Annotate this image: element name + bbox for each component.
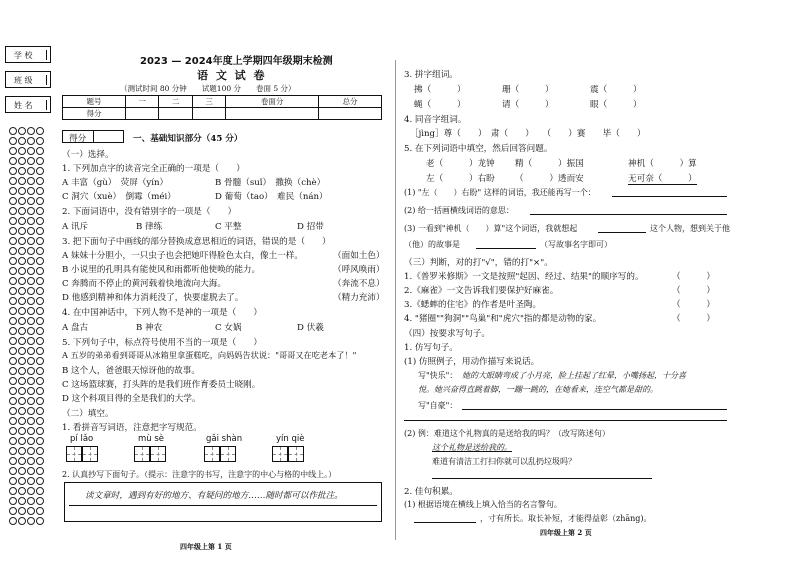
binding-hole bbox=[9, 377, 17, 385]
binding-hole bbox=[9, 197, 17, 205]
binding-hole bbox=[18, 457, 26, 465]
binding-hole bbox=[36, 247, 44, 255]
binding-hole bbox=[27, 227, 35, 235]
binding-hole bbox=[36, 227, 44, 235]
binding-hole bbox=[9, 177, 17, 185]
example-text-2: 悦。她兴奋得直跳着脚，一蹦一跳的，在她看来，连空气都是甜的。 bbox=[418, 385, 658, 394]
r3-item: 拂（ ） bbox=[414, 85, 466, 95]
score-header: 题号 bbox=[63, 96, 126, 108]
binding-hole bbox=[27, 247, 35, 255]
quote-section: 2. 佳句积累。 bbox=[404, 487, 458, 497]
binding-hole bbox=[27, 437, 35, 445]
r5-sub-3b: 这个人物，想到关于他 bbox=[650, 224, 730, 233]
writing-grid-cell[interactable] bbox=[82, 446, 98, 462]
subsection-fill: （二）填空。 bbox=[62, 409, 114, 419]
binding-hole bbox=[36, 367, 44, 375]
binding-hole bbox=[9, 257, 17, 265]
q3-a-answer: （面如土色） bbox=[333, 251, 385, 261]
pinyin-2: mù sè bbox=[138, 434, 165, 444]
binding-hole bbox=[18, 477, 26, 485]
judge-3: 3.《蟋蟀的住宅》的作者是叶圣陶。 bbox=[404, 300, 542, 310]
binding-hole bbox=[36, 207, 44, 215]
defen-label: 得分 bbox=[69, 134, 87, 144]
binding-hole bbox=[36, 517, 44, 525]
score-cell[interactable] bbox=[226, 108, 319, 120]
score-header: 总分 bbox=[318, 96, 381, 108]
score-cell[interactable] bbox=[159, 108, 192, 120]
q4-option-b: B 神农 bbox=[136, 323, 163, 333]
judge-2: 2.《麻雀》一文告诉我们要保护好麻雀。 bbox=[404, 286, 559, 296]
binding-hole bbox=[9, 387, 17, 395]
binding-hole bbox=[18, 497, 26, 505]
binding-hole bbox=[9, 507, 17, 515]
binding-hole bbox=[36, 177, 44, 185]
score-header: 一 bbox=[126, 96, 159, 108]
binding-hole bbox=[27, 357, 35, 365]
binding-hole bbox=[27, 487, 35, 495]
binding-hole bbox=[36, 317, 44, 325]
writing-grid-cell[interactable] bbox=[66, 446, 82, 462]
binding-hole bbox=[9, 427, 17, 435]
binding-hole bbox=[27, 147, 35, 155]
binding-hole bbox=[27, 367, 35, 375]
q2-option-d: D 招带 bbox=[297, 222, 324, 232]
rewrite-2: (2) 例：难道这个礼物真的是送给我的吗？（改写陈述句） bbox=[404, 429, 610, 438]
binding-hole bbox=[18, 147, 26, 155]
binding-hole bbox=[36, 507, 44, 515]
page-footer-left: 四年级上第 1 页 bbox=[180, 542, 232, 551]
pinyin-1: pí lǎo bbox=[70, 434, 94, 444]
q5-option-b: B 这个人，爸爸眼天惊讶他的故事。 bbox=[62, 366, 200, 376]
binding-hole bbox=[18, 337, 26, 345]
answer-line[interactable] bbox=[612, 196, 727, 197]
binding-hole bbox=[36, 157, 44, 165]
score-cell[interactable] bbox=[318, 108, 381, 120]
r5-word: 老（ ）龙钟 bbox=[426, 159, 495, 169]
question-1: 1. 下列加点字的读音完全正确的一项是（ ） bbox=[62, 164, 245, 174]
binding-hole bbox=[18, 277, 26, 285]
r5-word: （ ）透而安 bbox=[515, 174, 584, 184]
section-4-title: （四）按要求写句子。 bbox=[404, 329, 490, 339]
binding-hole bbox=[18, 267, 26, 275]
binding-hole bbox=[27, 267, 35, 275]
binding-hole bbox=[36, 127, 44, 135]
binding-hole bbox=[36, 337, 44, 345]
r5-word: 神机（ ）算 bbox=[628, 159, 697, 169]
binding-hole bbox=[9, 477, 17, 485]
binding-hole bbox=[36, 387, 44, 395]
q3-option-c: C 奔腾而不停止的黄河载着快地流向大海。 bbox=[62, 279, 226, 289]
r3-item: 蝇（ ） bbox=[414, 100, 466, 110]
judge-3-paren[interactable]: （ ） bbox=[672, 300, 715, 310]
binding-hole bbox=[18, 317, 26, 325]
copy-source-text: 读文章时，遇到有好的地方、有疑问的地方……随时都可以作批注。 bbox=[85, 491, 343, 501]
exam-subject: 语 文 试 卷 bbox=[197, 69, 267, 82]
q1-option-d: D 葡萄（tao） 难民（nán） bbox=[215, 192, 328, 202]
binding-hole bbox=[18, 427, 26, 435]
q3-option-b: B 小说里的孔明具有能使风和雨都听他使唤的能力。 bbox=[62, 265, 261, 275]
r-question-4: 4. 同音字组词。 bbox=[404, 115, 467, 125]
binding-hole bbox=[36, 477, 44, 485]
q1-option-b: B 骨髓（suǐ） 撒换（chè） bbox=[215, 178, 326, 188]
binding-hole bbox=[18, 487, 26, 495]
binding-hole bbox=[18, 187, 26, 195]
binding-hole bbox=[36, 427, 44, 435]
q3-option-d: D 他感到精神和体力消耗没了，快要虚脱去了。 bbox=[62, 293, 244, 303]
binding-hole bbox=[9, 167, 17, 175]
binding-hole bbox=[36, 197, 44, 205]
binding-hole bbox=[36, 347, 44, 355]
binding-hole bbox=[27, 217, 35, 225]
binding-hole bbox=[27, 307, 35, 315]
binding-hole bbox=[9, 217, 17, 225]
score-cell[interactable] bbox=[126, 108, 159, 120]
binding-hole bbox=[18, 507, 26, 515]
binding-hole bbox=[36, 447, 44, 455]
binding-hole bbox=[36, 417, 44, 425]
binding-hole bbox=[36, 397, 44, 405]
writing-grid-cell[interactable] bbox=[288, 446, 304, 462]
writing-grid-cell[interactable] bbox=[220, 446, 236, 462]
binding-hole bbox=[27, 347, 35, 355]
binding-hole bbox=[9, 277, 17, 285]
binding-hole bbox=[36, 287, 44, 295]
binding-hole bbox=[27, 257, 35, 265]
binding-hole bbox=[18, 247, 26, 255]
judge-2-paren[interactable]: （ ） bbox=[672, 286, 715, 296]
r5-sub-3a: (3) 一看到"神机（ ）算"这个词语，我就想起 bbox=[404, 224, 578, 233]
q5-option-a: A 五岁的弟弟看到哥哥从冰箱里拿蛋糕吃，向妈妈告状说："哥哥又在吃老本了！" bbox=[62, 350, 357, 360]
score-header: 三 bbox=[192, 96, 225, 108]
q1-option-a: A 丰富（gù） 荧屏（yín） bbox=[62, 178, 169, 188]
score-cell[interactable] bbox=[192, 108, 225, 120]
question-2: 2. 下面词语中，没有错别字的一项是（ ） bbox=[62, 207, 237, 217]
binding-hole bbox=[18, 227, 26, 235]
binding-hole bbox=[9, 327, 17, 335]
binding-hole bbox=[9, 357, 17, 365]
binding-hole bbox=[18, 177, 26, 185]
rewrite-2-question: 难道有清洁工打扫你就可以乱扔垃圾吗？ bbox=[432, 457, 576, 466]
r5-word: 左（ ）右盼 bbox=[426, 174, 495, 184]
binding-hole bbox=[27, 377, 35, 385]
q2-option-c: C 平整 bbox=[215, 222, 242, 232]
writing-grid-cell[interactable] bbox=[134, 446, 150, 462]
binding-hole bbox=[27, 427, 35, 435]
binding-hole bbox=[36, 147, 44, 155]
binding-hole bbox=[9, 287, 17, 295]
q2-option-a: A 讯斥 bbox=[62, 222, 89, 232]
binding-hole bbox=[27, 137, 35, 145]
binding-hole bbox=[27, 477, 35, 485]
binding-hole bbox=[27, 237, 35, 245]
r5-sub-3d: （写故事名字即可） bbox=[540, 240, 612, 249]
q1-option-c: C 洞穴（xuè） 倒霉（méi） bbox=[62, 192, 176, 202]
binding-hole bbox=[27, 507, 35, 515]
q3-b-answer: （呼风唤雨） bbox=[333, 265, 385, 275]
binding-hole bbox=[27, 337, 35, 345]
binding-hole bbox=[36, 327, 44, 335]
binding-hole bbox=[18, 407, 26, 415]
question-4: 4. 在中国神话中，下列人物不是神的一项是（ ） bbox=[62, 308, 262, 318]
binding-hole bbox=[36, 487, 44, 495]
self-write-lead: 写"自豪"： bbox=[418, 401, 458, 410]
binding-hole bbox=[27, 317, 35, 325]
binding-hole bbox=[18, 157, 26, 165]
section1-title: 一、基础知识部分（45 分） bbox=[133, 134, 243, 144]
score-header: 二 bbox=[159, 96, 192, 108]
school-label: 学 校 bbox=[14, 51, 33, 60]
copy-box[interactable] bbox=[64, 482, 382, 522]
binding-hole bbox=[36, 407, 44, 415]
binding-hole bbox=[9, 337, 17, 345]
binding-hole bbox=[18, 207, 26, 215]
binding-hole bbox=[36, 307, 44, 315]
binding-hole bbox=[9, 297, 17, 305]
binding-hole bbox=[9, 407, 17, 415]
judge-4-paren[interactable]: （ ） bbox=[672, 314, 715, 324]
binding-hole bbox=[9, 267, 17, 275]
binding-hole bbox=[27, 467, 35, 475]
answer-line[interactable] bbox=[414, 522, 476, 523]
binding-hole bbox=[36, 217, 44, 225]
binding-hole bbox=[27, 297, 35, 305]
example-lead: 写"快乐"： bbox=[418, 371, 458, 380]
binding-hole bbox=[18, 217, 26, 225]
exam-info: （测试时间 80 分钟 试题100 分 卷面 5 分） bbox=[120, 84, 296, 93]
binding-hole bbox=[9, 487, 17, 495]
binding-hole bbox=[9, 127, 17, 135]
example-text-1: 她的大眼睛弯成了小月亮，脸上挂起了红晕，小嘴扬起，十分喜 bbox=[462, 371, 686, 380]
writing-grid-cell[interactable] bbox=[150, 446, 166, 462]
page-footer-right: 四年级上第 2 页 bbox=[540, 528, 592, 537]
q4-option-d: D 伏羲 bbox=[297, 323, 324, 333]
subsection-choice: （一）选择。 bbox=[62, 150, 114, 160]
score-table bbox=[62, 95, 382, 120]
fill-question-1: 1. 看拼音写词语，注意把字写规范。 bbox=[62, 423, 202, 433]
binding-hole bbox=[9, 247, 17, 255]
judge-4: 4. "猪圈""狗洞""鸟巢"和"虎穴"指的都是动物的家。 bbox=[404, 314, 602, 324]
r5-sub-1: (1) "左（ ）右盼" 这样的词语，我还能再写一个： bbox=[404, 188, 596, 197]
binding-hole bbox=[27, 517, 35, 525]
r3-item: 震（ ） bbox=[590, 85, 642, 95]
r-question-5: 5. 在下列词语中填空，然后回答问题。 bbox=[404, 144, 553, 154]
binding-hole bbox=[18, 287, 26, 295]
binding-hole bbox=[36, 377, 44, 385]
binding-hole bbox=[27, 157, 35, 165]
binding-hole bbox=[36, 437, 44, 445]
binding-hole bbox=[36, 267, 44, 275]
r5-word: 精（ ）振国 bbox=[515, 159, 584, 169]
binding-hole bbox=[9, 517, 17, 525]
binding-hole bbox=[9, 237, 17, 245]
r5-sub-3c: （他）的故事是 bbox=[404, 240, 460, 249]
answer-line[interactable] bbox=[462, 409, 727, 410]
binding-hole bbox=[18, 297, 26, 305]
binding-hole bbox=[36, 137, 44, 145]
writing-grid-cell[interactable] bbox=[204, 446, 220, 462]
rewrite-1: 1. 仿写句子。 bbox=[404, 343, 458, 353]
r3-item: 请（ ） bbox=[502, 100, 554, 110]
binding-hole bbox=[18, 137, 26, 145]
binding-hole bbox=[18, 357, 26, 365]
binding-hole bbox=[18, 127, 26, 135]
binding-hole bbox=[9, 467, 17, 475]
binding-hole bbox=[27, 387, 35, 395]
r4-row: ［jìng］尊（ ） 肃（ ） （ ）赛 毕（ ） bbox=[410, 129, 646, 139]
exam-title: 2023 — 2024年度上学期四年级期末检测 bbox=[140, 56, 333, 67]
judge-title: （三）判断，对的打"√"，错的打"×"。 bbox=[404, 258, 553, 268]
binding-hole bbox=[9, 447, 17, 455]
rewrite-2-answer: 这个礼物是送给我的。 bbox=[432, 443, 512, 452]
q5-option-c: C 这场篮球赛，打头阵的是我们班作育委员士晓刚。 bbox=[62, 380, 261, 390]
binding-hole bbox=[9, 367, 17, 375]
quote-instruction: (1) 根据语境在横线上填入恰当的名言警句。 bbox=[404, 500, 562, 509]
binding-hole bbox=[18, 347, 26, 355]
pinyin-4: yín qiè bbox=[276, 434, 305, 444]
binding-hole bbox=[18, 397, 26, 405]
binding-hole bbox=[9, 157, 17, 165]
q3-d-answer: （精力充沛） bbox=[333, 293, 385, 303]
binding-hole bbox=[18, 447, 26, 455]
defen-box[interactable] bbox=[62, 130, 124, 143]
binding-hole bbox=[27, 397, 35, 405]
q5-option-d: D 这个科项目得的全是我们的大学。 bbox=[62, 394, 201, 404]
binding-hole bbox=[9, 417, 17, 425]
r5-word: 无可奈（ ） bbox=[628, 174, 697, 184]
answer-line[interactable] bbox=[432, 478, 652, 479]
binding-hole bbox=[36, 457, 44, 465]
name-label: 姓 名 bbox=[14, 101, 33, 110]
binding-hole bbox=[27, 287, 35, 295]
q2-option-b: B 律练 bbox=[136, 222, 163, 232]
question-3: 3. 把下面句子中画线的部分替换成意思相近的词语，错误的是（ ） bbox=[62, 237, 331, 247]
binding-hole bbox=[36, 357, 44, 365]
binding-hole bbox=[9, 397, 17, 405]
pinyin-3: gǎi shàn bbox=[206, 434, 243, 444]
quote-line: ，寸有所长。取长补短，才能得益彰（zhāng)。 bbox=[480, 514, 652, 523]
judge-1: 1.《普罗米修斯》一文是按照"起因、经过、结果"的顺序写的。 bbox=[404, 272, 644, 282]
binding-hole bbox=[27, 447, 35, 455]
binding-hole bbox=[9, 497, 17, 505]
q3-c-answer: （奔流不息） bbox=[333, 279, 385, 289]
binding-hole bbox=[27, 457, 35, 465]
r3-item: 珊（ ） bbox=[502, 85, 554, 95]
answer-line[interactable] bbox=[404, 420, 727, 421]
answer-line[interactable] bbox=[598, 232, 646, 233]
page-divider bbox=[395, 60, 396, 540]
binding-hole bbox=[9, 207, 17, 215]
answer-line[interactable] bbox=[530, 214, 727, 215]
r5-sub-2: (2) 给一括画横线词语的意思： bbox=[404, 206, 514, 215]
binding-hole bbox=[9, 457, 17, 465]
binding-hole bbox=[18, 517, 26, 525]
school-box bbox=[5, 46, 51, 63]
rewrite-1-1: (1) 仿照例子，用动作描写来说话。 bbox=[404, 357, 540, 367]
binding-hole bbox=[18, 377, 26, 385]
binding-hole bbox=[9, 347, 17, 355]
binding-hole bbox=[18, 367, 26, 375]
name-box bbox=[5, 96, 51, 113]
answer-line[interactable] bbox=[476, 248, 536, 249]
binding-hole bbox=[9, 147, 17, 155]
binding-hole bbox=[36, 187, 44, 195]
writing-grid-cell[interactable] bbox=[272, 446, 288, 462]
class-box bbox=[5, 71, 51, 88]
binding-hole bbox=[27, 177, 35, 185]
binding-hole bbox=[36, 497, 44, 505]
binding-strip bbox=[0, 0, 56, 561]
binding-hole bbox=[27, 327, 35, 335]
binding-hole bbox=[18, 237, 26, 245]
binding-hole bbox=[36, 467, 44, 475]
binding-hole bbox=[27, 187, 35, 195]
score-header: 卷面分 bbox=[226, 96, 319, 108]
binding-hole bbox=[9, 227, 17, 235]
binding-hole bbox=[36, 167, 44, 175]
binding-hole bbox=[18, 327, 26, 335]
binding-hole bbox=[18, 387, 26, 395]
q4-option-a: A 盘古 bbox=[62, 323, 89, 333]
r-question-3: 3. 拼字组词。 bbox=[404, 70, 458, 80]
binding-hole bbox=[27, 197, 35, 205]
binding-hole bbox=[36, 257, 44, 265]
score-row-label: 得分 bbox=[63, 108, 126, 120]
q4-option-c: C 女娲 bbox=[215, 323, 242, 333]
binding-hole bbox=[27, 277, 35, 285]
binding-hole bbox=[27, 417, 35, 425]
binding-hole bbox=[36, 237, 44, 245]
binding-hole bbox=[9, 437, 17, 445]
class-label: 班 级 bbox=[14, 76, 33, 85]
binding-hole bbox=[18, 467, 26, 475]
binding-hole bbox=[27, 127, 35, 135]
binding-hole bbox=[9, 137, 17, 145]
question-5: 5. 下列句子中，标点符号使用不当的一项是（ ） bbox=[62, 338, 262, 348]
fill-question-2: 2. 认真抄写下面句子。（提示：注意字的书写，注意字的中心与格的中线上。） bbox=[62, 470, 337, 479]
binding-hole bbox=[9, 317, 17, 325]
binding-hole bbox=[18, 437, 26, 445]
q3-option-a: A 妹妹十分胆小，一只虫子也会把她吓得脸色太白，像土一样。 bbox=[62, 251, 303, 261]
binding-hole bbox=[27, 497, 35, 505]
binding-hole bbox=[36, 297, 44, 305]
binding-hole bbox=[18, 307, 26, 315]
judge-1-paren[interactable]: （ ） bbox=[672, 272, 715, 282]
binding-hole bbox=[36, 277, 44, 285]
r3-item: 眼（ ） bbox=[590, 100, 642, 110]
binding-hole bbox=[27, 207, 35, 215]
binding-hole bbox=[27, 167, 35, 175]
binding-hole bbox=[27, 407, 35, 415]
binding-hole bbox=[9, 187, 17, 195]
binding-hole bbox=[18, 197, 26, 205]
binding-hole bbox=[9, 307, 17, 315]
binding-hole bbox=[18, 257, 26, 265]
binding-hole bbox=[18, 167, 26, 175]
binding-hole bbox=[18, 417, 26, 425]
